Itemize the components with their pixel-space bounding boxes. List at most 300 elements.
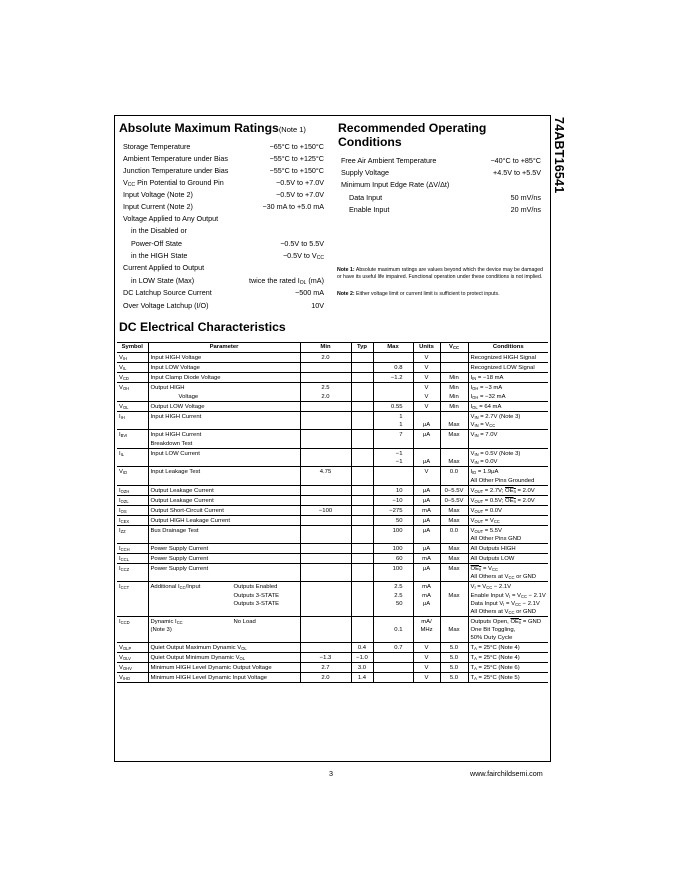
cell-vcc xyxy=(440,535,468,544)
table-row xyxy=(117,458,548,467)
cell-vcc xyxy=(440,363,468,373)
cell-typ xyxy=(351,582,373,592)
cell-symbol: $V_{OHV}$ xyxy=(117,663,148,673)
cell-typ xyxy=(351,448,373,458)
cell-typ xyxy=(351,363,373,373)
abs-value: twice the rated $I_{OL}$ (mA) xyxy=(248,276,324,286)
cell-min xyxy=(300,553,351,563)
cell-max: −1 xyxy=(373,448,413,458)
param-text: Minimum HIGH Level Dynamic Output Voltage xyxy=(150,665,272,671)
cell-max xyxy=(373,535,413,544)
abs-row xyxy=(123,300,324,312)
cell-parameter xyxy=(148,353,300,363)
param-text: (Note 3) xyxy=(150,627,172,633)
cell-max xyxy=(373,440,413,449)
cell-parameter xyxy=(148,440,300,449)
cell-parameter xyxy=(148,411,300,421)
cell-parameter xyxy=(148,634,300,643)
cell-conditions: All Outputs LOW xyxy=(468,553,548,563)
abs-row xyxy=(123,177,324,189)
cell-parameter xyxy=(148,485,300,495)
cell-symbol: $V_{OL}$ xyxy=(117,401,148,411)
cell-vcc: Max xyxy=(440,458,468,467)
param-text: Input LOW Current xyxy=(150,450,200,457)
abs-row xyxy=(123,141,324,153)
dc-title: DC Electrical Characteristics xyxy=(119,320,286,334)
cell-max xyxy=(373,673,413,683)
abs-row xyxy=(123,262,324,274)
param-text: Output Leakage Current xyxy=(150,497,214,504)
abs-row xyxy=(123,275,324,287)
cell-vcc: Max xyxy=(440,563,468,573)
cell-conditions: $V_{IN} = 7.0V$ xyxy=(468,430,548,440)
cell-units: mA xyxy=(413,553,440,563)
cell-vcc: 0−5.5V xyxy=(440,485,468,495)
table-row xyxy=(117,592,548,600)
cell-units: V xyxy=(413,663,440,673)
param-text: Power Supply Current xyxy=(150,545,209,552)
cell-typ xyxy=(351,563,373,573)
cell-vcc xyxy=(440,616,468,626)
cell-parameter xyxy=(148,573,300,582)
cell-vcc xyxy=(440,600,468,608)
cell-vcc: Max xyxy=(440,626,468,634)
cell-units xyxy=(413,634,440,643)
cell-symbol: $V_{ID}$ xyxy=(117,467,148,477)
rec-param: Free Air Ambient Temperature xyxy=(341,156,437,165)
table-row xyxy=(117,582,548,592)
table-row xyxy=(117,634,548,643)
param-text: Output Leakage Current xyxy=(150,487,214,494)
cell-vcc: Max xyxy=(440,421,468,430)
abs-row xyxy=(123,225,324,237)
cell-symbol xyxy=(117,573,148,582)
cell-conditions: $I_{OH} = -3$ mA xyxy=(468,383,548,393)
param-text: Input HIGH Voltage xyxy=(150,355,202,361)
cell-vcc: 0.0 xyxy=(440,525,468,535)
cell-parameter xyxy=(148,363,300,373)
cell-max xyxy=(373,653,413,663)
param-sub-condition: No Load xyxy=(233,618,256,625)
abs-param: in the Disabled or xyxy=(131,226,187,235)
cell-symbol: $V_{IH}$ xyxy=(117,353,148,363)
cell-min: 2.0 xyxy=(300,353,351,363)
cell-typ xyxy=(351,430,373,440)
table-row xyxy=(117,401,548,411)
cell-typ xyxy=(351,515,373,525)
cell-parameter xyxy=(148,535,300,544)
cell-vcc xyxy=(440,573,468,582)
cell-units: V xyxy=(413,383,440,393)
cell-units: mA xyxy=(413,582,440,592)
cell-typ: 1.4 xyxy=(351,673,373,683)
cell-symbol: $I_{IH}$ xyxy=(117,411,148,421)
side-part-number: 74ABT16541 xyxy=(552,117,566,194)
cell-vcc: Max xyxy=(440,592,468,600)
cell-vcc: Min xyxy=(440,393,468,402)
cell-conditions: $I_{ID} = 1.9\mu A$ xyxy=(468,467,548,477)
rec-row xyxy=(341,167,541,179)
cell-vcc xyxy=(440,608,468,617)
cell-units: V xyxy=(413,467,440,477)
cell-symbol: $V_{OLV}$ xyxy=(117,653,148,663)
cell-typ xyxy=(351,373,373,383)
abs-param: in the HIGH State xyxy=(131,251,188,260)
table-row xyxy=(117,421,548,430)
cell-symbol: $I_{OS}$ xyxy=(117,505,148,515)
table-row xyxy=(117,663,548,673)
cell-parameter xyxy=(148,458,300,467)
table-row xyxy=(117,448,548,458)
cell-min xyxy=(300,458,351,467)
cell-min xyxy=(300,485,351,495)
cell-conditions: 50% Duty Cycle xyxy=(468,634,548,643)
cell-vcc: Min xyxy=(440,401,468,411)
cell-min xyxy=(300,515,351,525)
cell-typ xyxy=(351,600,373,608)
cell-conditions: One Bit Toggling, xyxy=(468,626,548,634)
param-sub-condition: Outputs 3-STATE xyxy=(233,600,280,607)
cell-min xyxy=(300,592,351,600)
cell-parameter xyxy=(148,616,300,626)
abs-max-title: Absolute Maximum Ratings(Note 1) xyxy=(119,121,306,135)
cell-symbol: $V_{OH}$ xyxy=(117,383,148,393)
col-symbol: Symbol xyxy=(117,343,148,353)
cell-parameter xyxy=(148,553,300,563)
table-row xyxy=(117,440,548,449)
overline-signal: $OE_n$ xyxy=(470,565,482,572)
cell-typ xyxy=(351,573,373,582)
table-row xyxy=(117,616,548,626)
cell-symbol: $V_{CD}$ xyxy=(117,373,148,383)
cell-conditions: $V_{IN} = 0.5V$ (Note 3) xyxy=(468,448,548,458)
cell-max: 1 xyxy=(373,421,413,430)
abs-value: 10V xyxy=(311,301,324,310)
cell-min xyxy=(300,643,351,653)
cell-conditions xyxy=(468,440,548,449)
abs-value: −30 mA to +5.0 mA xyxy=(262,202,324,211)
cell-max xyxy=(373,383,413,393)
cell-symbol xyxy=(117,421,148,430)
cell-min xyxy=(300,616,351,626)
cell-conditions: $V_{IN} = 0.0V$ xyxy=(468,458,548,467)
cell-conditions: $OE_n = V_{CC}$ xyxy=(468,563,548,573)
abs-value: −500 mA xyxy=(295,288,324,297)
cell-parameter xyxy=(148,515,300,525)
col-typ: Typ xyxy=(351,343,373,353)
cell-units: μA xyxy=(413,600,440,608)
cell-parameter xyxy=(148,430,300,440)
cell-typ xyxy=(351,383,373,393)
cell-symbol: $V_{IHD}$ xyxy=(117,673,148,683)
cell-units: μA xyxy=(413,485,440,495)
abs-row xyxy=(123,153,324,165)
cell-max xyxy=(373,467,413,477)
cell-typ xyxy=(351,505,373,515)
cell-vcc: 5.0 xyxy=(440,673,468,683)
cell-parameter xyxy=(148,505,300,515)
cell-max: −10 xyxy=(373,495,413,505)
table-row xyxy=(117,477,548,486)
cell-max: 1 xyxy=(373,411,413,421)
abs-value: −0.5V to $V_{CC}$ xyxy=(282,251,324,261)
cell-units: V xyxy=(413,673,440,683)
table-row xyxy=(117,363,548,373)
cell-vcc xyxy=(440,582,468,592)
param-text: Quiet Output Minimum Dynamic $V_{OL}$ xyxy=(150,655,246,661)
cell-parameter xyxy=(148,401,300,411)
cell-typ xyxy=(351,543,373,553)
col-conditions: Conditions xyxy=(468,343,548,353)
cell-parameter xyxy=(148,626,300,634)
cell-max: −1 xyxy=(373,458,413,467)
cell-symbol xyxy=(117,393,148,402)
cell-min xyxy=(300,363,351,373)
cell-symbol xyxy=(117,535,148,544)
cell-min: 2.0 xyxy=(300,673,351,683)
cell-typ xyxy=(351,401,373,411)
cell-typ xyxy=(351,535,373,544)
cell-parameter xyxy=(148,393,300,402)
abs-value: −0.5V to +7.0V xyxy=(276,178,324,187)
cell-max: 2.5 xyxy=(373,592,413,600)
cell-vcc: Max xyxy=(440,543,468,553)
cell-parameter xyxy=(148,608,300,617)
cell-vcc: 5.0 xyxy=(440,643,468,653)
cell-parameter xyxy=(148,383,300,393)
table-row xyxy=(117,643,548,653)
cell-typ xyxy=(351,467,373,477)
cell-conditions: All Others at $V_{CC}$ or GND xyxy=(468,608,548,617)
cell-vcc: Max xyxy=(440,430,468,440)
param-text: Minimum HIGH Level Dynamic Input Voltage xyxy=(150,675,268,681)
cell-vcc: Max xyxy=(440,505,468,515)
table-row xyxy=(117,430,548,440)
abs-param: Storage Temperature xyxy=(123,142,191,151)
cell-parameter xyxy=(148,467,300,477)
abs-value: −55°C to +150°C xyxy=(269,166,324,175)
cell-symbol: $I_{CCL}$ xyxy=(117,553,148,563)
cell-max: 0.1 xyxy=(373,626,413,634)
cell-max: 100 xyxy=(373,563,413,573)
param-text: Bus Drainage Test xyxy=(150,527,199,534)
param-text: Input HIGH Current xyxy=(150,413,202,420)
footer-url[interactable]: www.fairchildsemi.com xyxy=(470,769,543,778)
abs-param: Current Applied to Output xyxy=(123,263,205,272)
cell-typ xyxy=(351,634,373,643)
rec-param: Data Input xyxy=(349,193,383,202)
col-max: Max xyxy=(373,343,413,353)
cell-symbol: $I_{OZH}$ xyxy=(117,485,148,495)
cell-conditions: $T_A = 25^\circ C$ (Note 6) xyxy=(468,663,548,673)
cell-units: μA xyxy=(413,421,440,430)
cell-max: 50 xyxy=(373,600,413,608)
col-units: Units xyxy=(413,343,440,353)
cell-conditions: $T_A = 25^\circ C$ (Note 4) xyxy=(468,643,548,653)
cell-symbol xyxy=(117,440,148,449)
table-header-row xyxy=(117,343,548,353)
abs-param: Input Current (Note 2) xyxy=(123,202,193,211)
cell-units: mA/ xyxy=(413,616,440,626)
cell-max: 60 xyxy=(373,553,413,563)
cell-min xyxy=(300,430,351,440)
abs-row xyxy=(123,165,324,177)
cell-min xyxy=(300,634,351,643)
cell-symbol xyxy=(117,458,148,467)
param-text: Breakdown Test xyxy=(150,440,193,447)
cell-min xyxy=(300,535,351,544)
cell-units xyxy=(413,477,440,486)
cell-parameter xyxy=(148,563,300,573)
cell-units: mA xyxy=(413,592,440,600)
cell-max: 7 xyxy=(373,430,413,440)
cell-conditions: $V_{OUT} = 2.7V$; $OE_n = 2.0V$ xyxy=(468,485,548,495)
cell-vcc: 5.0 xyxy=(440,653,468,663)
table-row xyxy=(117,373,548,383)
cell-conditions: All Other Pins GND xyxy=(468,535,548,544)
cell-max: −1.2 xyxy=(373,373,413,383)
cell-conditions: $I_{IN} = -18$ mA xyxy=(468,373,548,383)
cell-min xyxy=(300,608,351,617)
cell-max xyxy=(373,616,413,626)
table-row xyxy=(117,608,548,617)
param-text: Voltage xyxy=(178,393,199,400)
param-text: Input LOW Voltage xyxy=(150,365,200,371)
cell-max: 10 xyxy=(373,485,413,495)
cell-min xyxy=(300,582,351,592)
cell-conditions: Outputs Open, $OE_n$ = GND xyxy=(468,616,548,626)
cell-units: μA xyxy=(413,543,440,553)
cell-conditions: $V_{OUT} = 5.5V$ xyxy=(468,525,548,535)
overline-signal: $OE_n$ xyxy=(505,497,516,504)
cell-conditions: $I_{OL} = 64$ mA xyxy=(468,401,548,411)
table-row xyxy=(117,653,548,663)
cell-typ xyxy=(351,608,373,617)
table-row xyxy=(117,485,548,495)
cell-typ xyxy=(351,421,373,430)
cell-typ xyxy=(351,495,373,505)
abs-param: $V_{CC}$ Pin Potential to Ground Pin xyxy=(123,178,224,188)
cell-max xyxy=(373,353,413,363)
cell-min xyxy=(300,626,351,634)
abs-value: −55°C to +125°C xyxy=(269,154,324,163)
page-number: 3 xyxy=(329,769,333,778)
param-text: Output LOW Voltage xyxy=(150,403,205,410)
param-text: Power Supply Current xyxy=(150,565,209,572)
abs-row xyxy=(123,287,324,299)
cell-typ xyxy=(351,626,373,634)
table-row xyxy=(117,467,548,477)
table-row xyxy=(117,535,548,544)
cell-typ: 0.4 xyxy=(351,643,373,653)
cell-min xyxy=(300,477,351,486)
cell-units: V xyxy=(413,653,440,663)
cell-conditions: Data Input $V_I = V_{CC} - 2.1V$ xyxy=(468,600,548,608)
cell-max xyxy=(373,634,413,643)
cell-max: 50 xyxy=(373,515,413,525)
cell-conditions: $T_A = 25^\circ C$ (Note 4) xyxy=(468,653,548,663)
cell-conditions: $V_{OUT} = 0.5V$; $OE_n = 2.0V$ xyxy=(468,495,548,505)
cell-units xyxy=(413,411,440,421)
cell-conditions: Recognized HIGH Signal xyxy=(468,353,548,363)
cell-typ xyxy=(351,525,373,535)
rec-value: 20 mV/ns xyxy=(510,205,541,214)
cell-vcc xyxy=(440,634,468,643)
cell-units xyxy=(413,440,440,449)
cell-symbol: $I_{CEX}$ xyxy=(117,515,148,525)
table-row xyxy=(117,515,548,525)
param-text: Additional $I_{CC}$/Input xyxy=(150,584,201,590)
rec-row xyxy=(341,179,541,191)
rec-value: 50 mV/ns xyxy=(510,193,541,202)
table-row xyxy=(117,553,548,563)
abs-param: Voltage Applied to Any Output xyxy=(123,214,219,223)
cell-max xyxy=(373,608,413,617)
rec-row xyxy=(341,192,541,204)
cell-typ xyxy=(351,353,373,363)
cell-conditions: All Outputs HIGH xyxy=(468,543,548,553)
cell-units: V xyxy=(413,393,440,402)
cell-typ xyxy=(351,393,373,402)
abs-param: in LOW State (Max) xyxy=(131,276,195,285)
cell-vcc: Max xyxy=(440,515,468,525)
cell-parameter xyxy=(148,448,300,458)
cell-vcc: 0−5.5V xyxy=(440,495,468,505)
cell-typ xyxy=(351,485,373,495)
cell-min xyxy=(300,543,351,553)
cell-symbol: $V_{IL}$ xyxy=(117,363,148,373)
table-row xyxy=(117,600,548,608)
cell-vcc: 5.0 xyxy=(440,663,468,673)
cell-typ: −1.0 xyxy=(351,653,373,663)
table-row xyxy=(117,543,548,553)
cell-symbol: $I_{BVI}$ xyxy=(117,430,148,440)
cell-min xyxy=(300,573,351,582)
param-sub-condition: Outputs 3-STATE xyxy=(233,592,280,599)
cell-typ xyxy=(351,477,373,486)
param-text: Quiet Output Maximum Dynamic $V_{OL}$ xyxy=(150,645,247,651)
cell-vcc xyxy=(440,448,468,458)
col-min: Min xyxy=(300,343,351,353)
cell-parameter xyxy=(148,373,300,383)
cell-min: 4.75 xyxy=(300,467,351,477)
cell-symbol: $I_{CCT}$ xyxy=(117,582,148,592)
cell-parameter xyxy=(148,582,300,592)
cell-units: V xyxy=(413,643,440,653)
cell-max: −275 xyxy=(373,505,413,515)
cell-units: V xyxy=(413,363,440,373)
cell-units: MHz xyxy=(413,626,440,634)
cell-units xyxy=(413,448,440,458)
cell-units: μA xyxy=(413,515,440,525)
abs-value: −0.5V to +7.0V xyxy=(276,190,324,199)
cell-symbol: $I_{ZZ}$ xyxy=(117,525,148,535)
cell-symbol xyxy=(117,600,148,608)
cell-parameter xyxy=(148,592,300,600)
table-row xyxy=(117,673,548,683)
cell-conditions: Recognized LOW Signal xyxy=(468,363,548,373)
cell-vcc xyxy=(440,477,468,486)
param-text: Output HIGH Leakage Current xyxy=(150,517,231,524)
cell-typ xyxy=(351,440,373,449)
cell-units: μA xyxy=(413,458,440,467)
cell-max: 0.8 xyxy=(373,363,413,373)
cell-parameter xyxy=(148,543,300,553)
table-row xyxy=(117,626,548,634)
col-parameter: Parameter xyxy=(148,343,300,353)
param-sub-condition: Outputs Enabled xyxy=(233,584,278,590)
cell-parameter xyxy=(148,663,300,673)
